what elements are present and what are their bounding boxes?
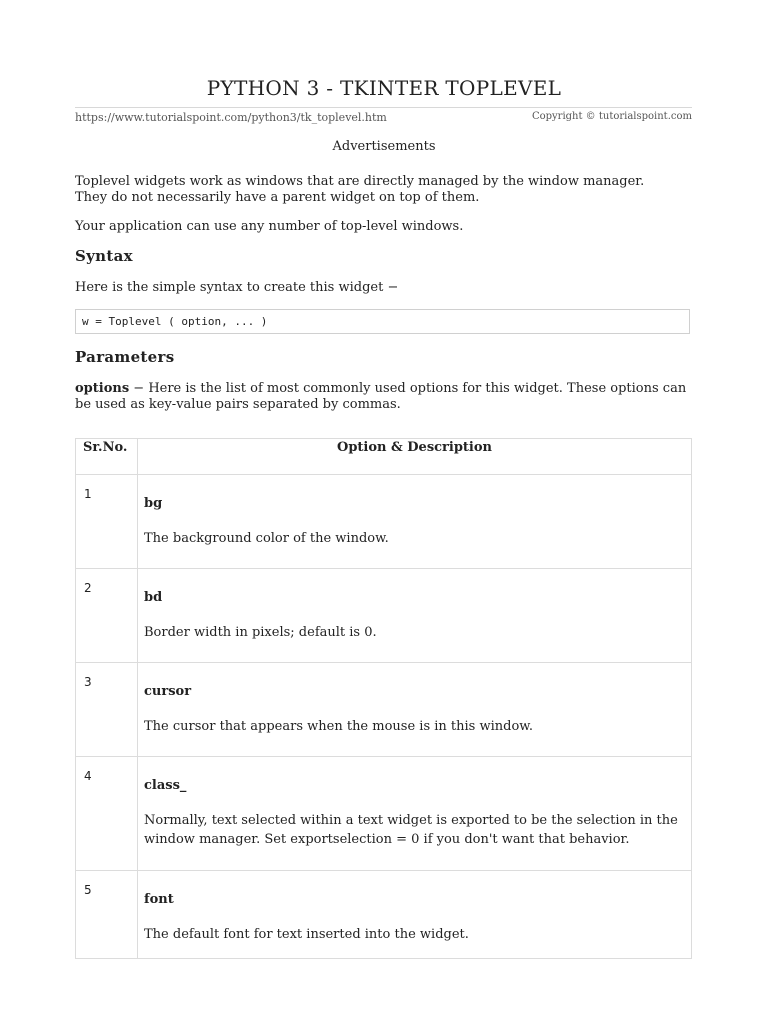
option-description: Normally, text selected within a text widget is exported to be the selection in the window manager. Set exportselection = 0 if you don't want that behavior. <box>144 813 678 847</box>
column-header-srno: Sr.No. <box>76 439 138 475</box>
row-option <box>138 475 692 569</box>
row-option <box>138 871 692 959</box>
options-term: options <box>75 381 130 396</box>
options-explanation: − Here is the list of most commonly used options for this widget. These options can be used as key-value pairs separated by commas. <box>75 381 687 412</box>
syntax-code-block: w = Toplevel ( option, ... ) <box>75 309 690 334</box>
row-option <box>138 663 692 757</box>
page-url: https://www.tutorialspoint.com/python3/tk_toplevel.htm <box>75 111 387 124</box>
intro-paragraph-2: Your application can use any number of top-level windows. <box>75 219 464 234</box>
option-description: The cursor that appears when the mouse is in this window. <box>144 719 533 734</box>
row-number: 3 <box>76 663 138 757</box>
options-table <box>75 438 692 959</box>
page-title: PYTHON 3 - TKINTER TOPLEVEL <box>206 76 562 100</box>
parameters-heading: Parameters <box>75 348 175 366</box>
row-number: 1 <box>76 475 138 569</box>
row-number: 4 <box>76 757 138 871</box>
row-option <box>138 569 692 663</box>
option-name: font <box>144 892 174 907</box>
row-number: 5 <box>76 871 138 959</box>
table-header-row <box>76 439 692 475</box>
option-name: bd <box>144 590 163 605</box>
option-name: class_ <box>144 778 187 793</box>
row-number: 2 <box>76 569 138 663</box>
option-description: Border width in pixels; default is 0. <box>144 625 377 640</box>
table-row <box>76 663 692 757</box>
intro-paragraph: Toplevel widgets work as windows that are directly managed by the window manager. They do not necessarily have a parent widget on top of them. <box>75 174 645 205</box>
table-row <box>76 475 692 569</box>
table-row <box>76 569 692 663</box>
option-name: cursor <box>144 684 192 699</box>
table-row <box>76 871 692 959</box>
advertisements-label: Advertisements <box>332 139 436 154</box>
header-divider <box>75 107 692 108</box>
row-option <box>138 757 692 871</box>
option-description: The default font for text inserted into the widget. <box>144 927 469 942</box>
syntax-description: Here is the simple syntax to create this widget − <box>75 280 399 295</box>
option-description: The background color of the window. <box>144 531 389 546</box>
syntax-heading: Syntax <box>75 247 133 265</box>
option-name: bg <box>144 496 163 511</box>
column-header-option-description: Option & Description <box>138 439 692 475</box>
table-row <box>76 757 692 871</box>
parameters-description <box>75 381 690 413</box>
copyright-notice: Copyright © tutorialspoint.com <box>531 111 692 122</box>
